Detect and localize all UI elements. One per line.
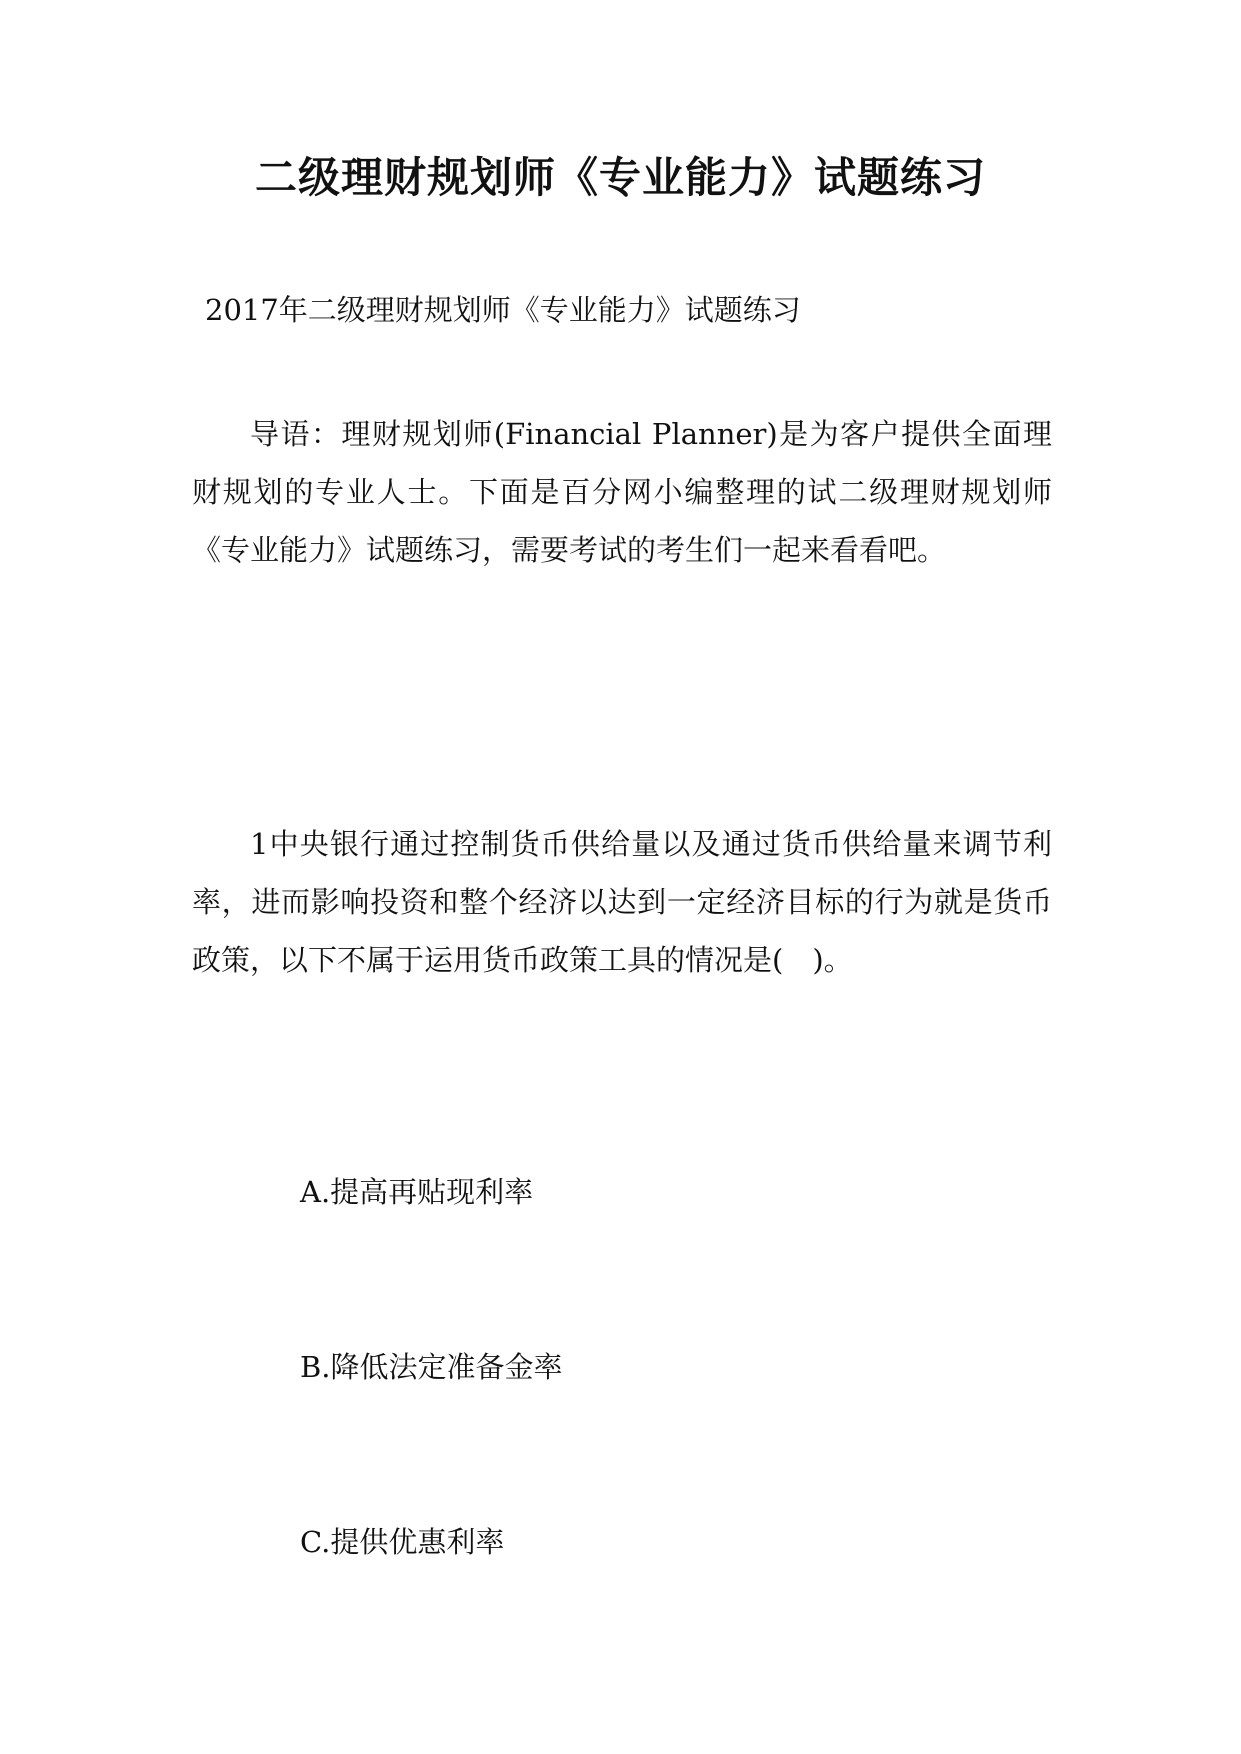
intro-paragraph: 导语：理财规划师(Financial Planner)是为客户提供全面理财规划的专业人士。下面是百分网小编整理的试二级理财规划师《专业能力》试题练习，需要考试的考生们一起来看看吧。 <box>192 417 1052 567</box>
question-paragraph: 1中央银行通过控制货币供给量以及通过货币供给量来调节利率，进而影响投资和整个经济以达到一定经济目标的行为就是货币政策，以下不属于运用货币政策工具的情况是( )。 <box>192 827 1052 977</box>
option-c: C.提供优惠利率 <box>300 1525 505 1559</box>
document-title: 二级理财规划师《专业能力》试题练习 <box>254 153 986 202</box>
option-a: A.提高再贴现利率 <box>300 1175 534 1209</box>
option-b: B.降低法定准备金率 <box>300 1350 563 1384</box>
document-subtitle: 2017年二级理财规划师《专业能力》试题练习 <box>205 293 801 327</box>
